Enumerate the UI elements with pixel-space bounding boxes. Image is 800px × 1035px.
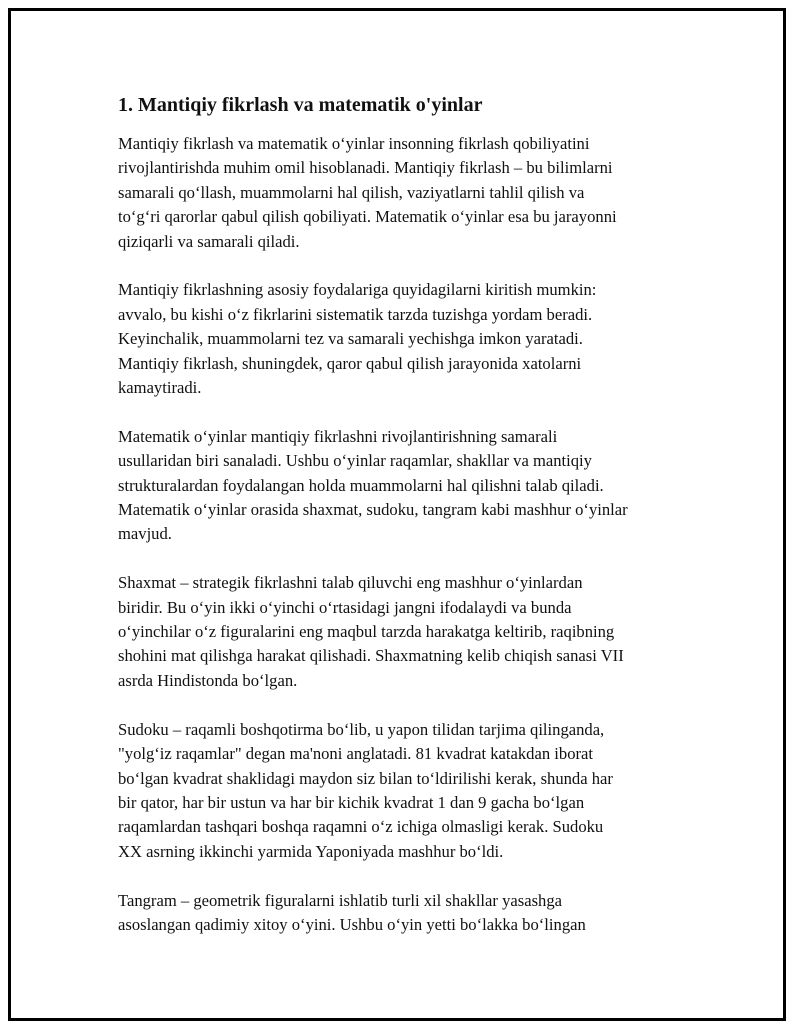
paragraph-chess [118, 571, 688, 693]
text-line: rivojlantirishda muhim omil hisoblanadi. Mantiqiy fikrlash – bu bilimlarni [118, 158, 613, 178]
text-line: Shaxmat – strategik fikrlashni talab qiluvchi eng mashhur o‘yinlardan [118, 573, 583, 593]
paragraph-tangram [118, 889, 688, 938]
text-line: Matematik o‘yinlar mantiqiy fikrlashni rivojlantirishning samarali [118, 426, 558, 446]
text-line: shohini mat qilishga harakat qilishadi. Shaxmatning kelib chiqish sanasi VII [118, 646, 624, 666]
text-line: qiziqarli va samarali qiladi. [118, 231, 300, 251]
text-line: Matematik o‘yinlar orasida shaxmat, sudoku, tangram kabi mashhur o‘yinlar [118, 500, 628, 520]
text-line: "yolg‘iz raqamlar" degan ma'noni anglatadi. 81 kvadrat katakdan iborat [118, 744, 593, 764]
text-line: to‘g‘ri qarorlar qabul qilish qobiliyati. Matematik o‘yinlar esa bu jarayonni [118, 207, 617, 227]
paragraph-math-games [118, 425, 688, 547]
text-line: Keyinchalik, muammolarni tez va samarali yechishga imkon yaratadi. [118, 329, 583, 349]
text-line: strukturalardan foydalangan holda muammolarni hal qilishni talab qiladi. [118, 475, 604, 495]
text-line: Mantiqiy fikrlash va matematik o‘yinlar insonning fikrlash qobiliyatini [118, 134, 590, 153]
text-line: samarali qo‘llash, muammolarni hal qilish, vaziyatlarni tahlil qilish va [118, 182, 585, 202]
text-line: mavjud. [118, 524, 172, 544]
paragraph-benefits [118, 278, 688, 400]
paragraph-sudoku [118, 718, 688, 864]
paragraph-intro [118, 132, 688, 254]
text-line: kamaytiradi. [118, 378, 202, 398]
text-line: usullaridan biri sanaladi. Ushbu o‘yinlar raqamlar, shakllar va mantiqiy [118, 451, 592, 471]
text-line: bo‘lgan kvadrat shaklidagi maydon siz bilan to‘ldirilishi kerak, shunda har [118, 768, 613, 788]
text-line: Mantiqiy fikrlashning asosiy foydalariga quyidagilarni kiritish mumkin: [118, 280, 597, 300]
text-line: o‘yinchilar o‘z figuralarini eng maqbul tarzda harakatga keltirib, raqibning [118, 622, 615, 642]
document-body [118, 92, 688, 962]
text-line: raqamlardan tashqari boshqa raqamni o‘z ichiga olmasligi kerak. Sudoku [118, 817, 604, 837]
text-line: asrda Hindistonda bo‘lgan. [118, 670, 298, 690]
text-line: Sudoku – raqamli boshqotirma bo‘lib, u yapon tilidan tarjima qilinganda, [118, 719, 605, 739]
text-line: XX asrning ikkinchi yarmida Yaponiyada mashhur bo‘ldi. [118, 841, 504, 861]
text-line: avvalo, bu kishi o‘z fikrlarini sistematik tarzda tuzishga yordam beradi. [118, 304, 593, 324]
text-line: bir qator, har bir ustun va har bir kichik kvadrat 1 dan 9 gacha bo‘lgan [118, 792, 585, 812]
text-line: Tangram – geometrik figuralarni ishlatib turli xil shakllar yasashga [118, 890, 562, 910]
text-line: asoslangan qadimiy xitoy o‘yini. Ushbu o‘yin yetti bo‘lakka bo‘lingan [118, 914, 586, 934]
text-line: Mantiqiy fikrlash, shuningdek, qaror qabul qilish jarayonida xatolarni [118, 353, 582, 373]
text-line: biridir. Bu o‘yin ikki o‘yinchi o‘rtasidagi jangni ifodalaydi va bunda [118, 597, 572, 617]
section-title: 1. Mantiqiy fikrlash va matematik o'yinlar [118, 94, 483, 116]
